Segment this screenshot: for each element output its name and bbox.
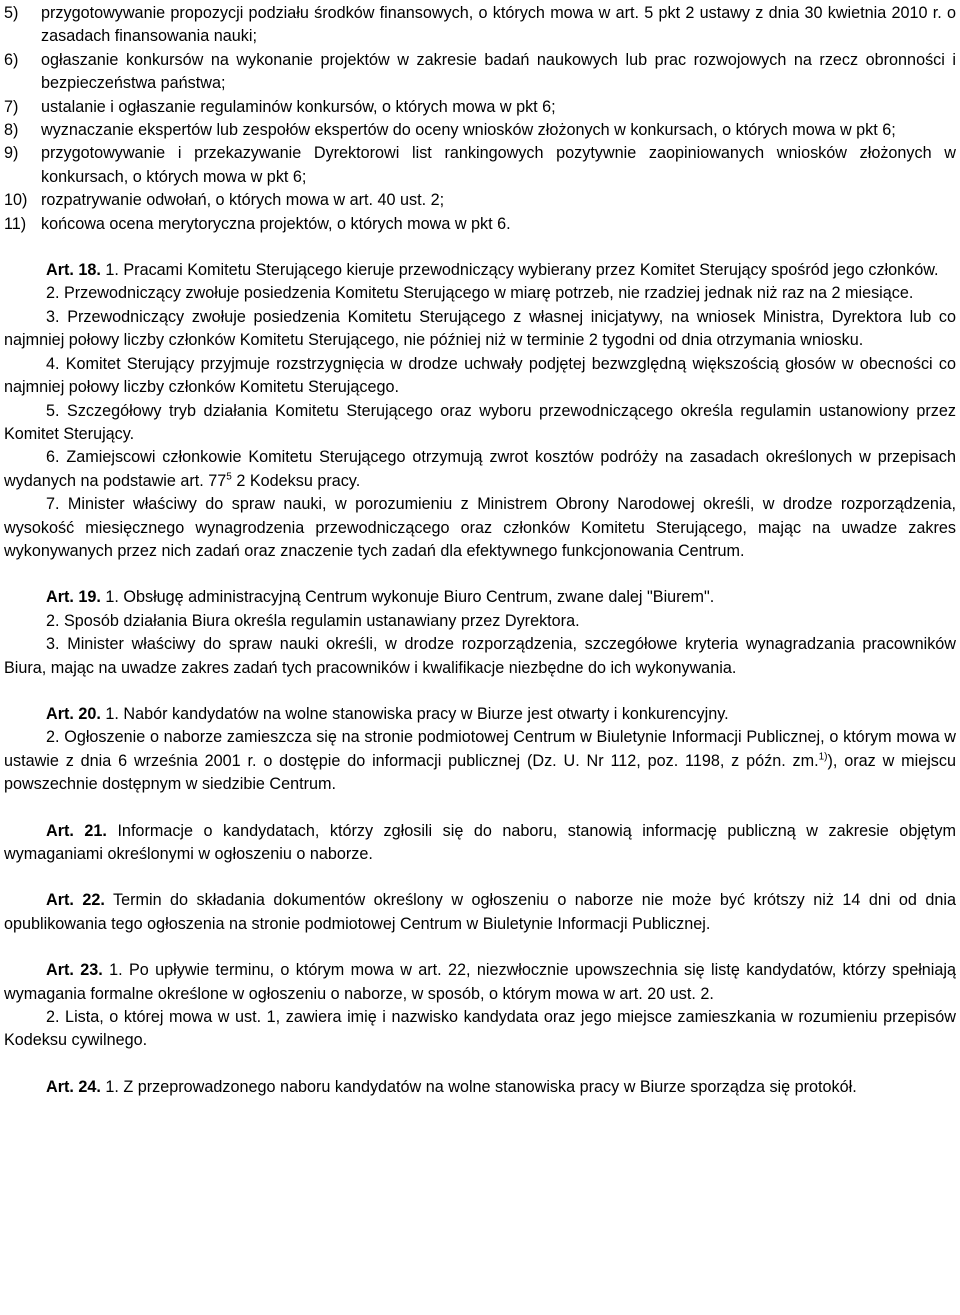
article-paragraph — [4, 586, 956, 609]
article-label: Art. 21. — [46, 821, 107, 840]
list-item-text: ogłaszanie konkursów na wykonanie projektów w zakresie badań naukowych lub prac rozwojowych na rzecz obronności i bezpieczeństwa państwa; — [41, 50, 956, 93]
list-item — [4, 142, 956, 189]
article-label: Art. 22. — [46, 891, 105, 910]
article-label: Art. 23. — [46, 961, 103, 980]
list-item — [4, 213, 956, 236]
article-paragraph: 2. Przewodniczący zwołuje posiedzenia Komitetu Sterującego w miarę potrzeb, nie rzadziej jednak niż raz na 2 miesiące. — [46, 284, 914, 303]
article-label: Art. 24. — [46, 1077, 101, 1096]
article-21 — [4, 820, 956, 867]
article-paragraph: 3. Minister właściwy do spraw nauki określi, w drodze rozporządzenia, szczegółowe kryteria wynagradzania pracowników Biura, mając na uwadze zakres zadań tych pracowników i kwalifikacje niezbędne do ich wykonywania. — [4, 635, 956, 677]
article-paragraph — [4, 889, 956, 936]
article-paragraph: 3. Przewodniczący zwołuje posiedzenia Komitetu Sterującego z własnej inicjatywy, na wniosek Ministra, Dyrektora lub co najmniej połowy liczby członków Komitetu Sterującego, nie później niż w terminie 2 tygodni od dnia otrzymania wniosku. — [4, 307, 956, 350]
article-paragraph — [4, 703, 956, 726]
article-23 — [4, 959, 956, 1053]
list-item-text: ustalanie i ogłaszanie regulaminów konkursów, o których mowa w pkt 6; — [41, 97, 556, 116]
footnote-marker: 1) — [818, 751, 828, 763]
article-paragraph — [4, 820, 956, 867]
article-paragraph: 7. Minister właściwy do spraw nauki, w porozumieniu z Ministrem Obrony Narodowej określi, w drodze rozporządzenia, wysokość miesięcznego wynagrodzenia przewodniczącego oraz członków Komitetu Sterującego, mając na uwadze zakres wykonywanych przez nich zadań oraz znaczenie tych zadań dla efektywnego funkcjonowania Centrum. — [4, 495, 956, 560]
list-item-number: 10) — [4, 191, 28, 210]
list-item — [4, 49, 956, 96]
paragraph-text: 1. Po upływie terminu, o którym mowa w art. 22, niezwłocznie upowszechnia się listę kandydatów, którzy spełniają wymagania formalne określone w ogłoszeniu o naborze, w sposób, o którym mowa w art. 20 ust. 2. — [4, 961, 956, 1003]
article-paragraph — [4, 726, 956, 796]
list-item — [4, 2, 956, 49]
paragraph-text: 1. Pracami Komitetu Sterującego kieruje przewodniczący wybierany przez Komitet Sterujący spośród jego członków. — [105, 261, 939, 280]
list-item-number: 7) — [4, 97, 19, 116]
paragraph-text: 2 Kodeksu pracy. — [231, 471, 361, 490]
article-paragraph — [4, 259, 956, 282]
list-item — [4, 119, 956, 142]
paragraph-text: 6. Zamiejscowi członkowie Komitetu Sterującego otrzymują zwrot kosztów podróży na zasadach określonych w przepisach wydanych na podstawie art. 77 — [4, 448, 956, 490]
article-paragraph — [4, 1076, 956, 1099]
article-24 — [4, 1076, 956, 1099]
paragraph-text: 1. Obsługę administracyjną Centrum wykonuje Biuro Centrum, zwane dalej "Biurem". — [105, 588, 715, 607]
article-19 — [4, 586, 956, 680]
list-item-number: 9) — [4, 144, 19, 163]
article-22 — [4, 889, 956, 936]
list-item-number: 6) — [4, 50, 19, 69]
list-item-text: rozpatrywanie odwołań, o których mowa w art. 40 ust. 2; — [41, 191, 445, 210]
article-paragraph — [4, 446, 956, 493]
article-label: Art. 19. — [46, 588, 101, 607]
article-20 — [4, 703, 956, 797]
paragraph-text: 1. Nabór kandydatów na wolne stanowiska pracy w Biurze jest otwarty i konkurencyjny. — [105, 704, 729, 723]
paragraph-text: 2. Ogłoszenie o naborze zamieszcza się na stronie podmiotowej Centrum w Biuletynie Informacji Publicznej, o którym mowa w ustawie z dnia 6 września 2001 r. o dostępie do informacji publicznej (Dz. U. Nr 112, poz. 1198, z późn. zm. — [4, 728, 956, 770]
task-list — [4, 2, 956, 236]
list-item — [4, 96, 956, 119]
article-paragraph — [4, 959, 956, 1006]
paragraph-text: Informacje o kandydatach, którzy zgłosili się do naboru, stanowią informację publiczną w zakresie objętym wymaganiami określonymi w ogłoszeniu o naborze. — [4, 821, 956, 863]
list-item-number: 8) — [4, 121, 19, 140]
list-item-number: 5) — [4, 4, 19, 22]
list-item-text: końcowa ocena merytoryczna projektów, o których mowa w pkt 6. — [41, 214, 511, 233]
article-label: Art. 20. — [46, 704, 101, 723]
article-paragraph: 2. Sposób działania Biura określa regulamin ustanawiany przez Dyrektora. — [46, 611, 580, 630]
superscript: 5 — [226, 471, 232, 483]
list-item-text: przygotowywanie i przekazywanie Dyrektorowi list rankingowych pozytywnie zaopiniowanych wniosków złożonych w konkursach, o których mowa w pkt 6; — [41, 144, 956, 186]
article-18 — [4, 259, 956, 563]
list-item-text: wyznaczanie ekspertów lub zespołów ekspertów do oceny wniosków złożonych w konkursach, o których mowa w pkt 6; — [41, 121, 896, 140]
article-paragraph: 4. Komitet Sterujący przyjmuje rozstrzygnięcia w drodze uchwały podjętej bezwzględną większością głosów w obecności co najmniej połowy liczby członków Komitetu Sterującego. — [4, 354, 956, 397]
article-paragraph: 5. Szczegółowy tryb działania Komitetu Sterującego oraz wyboru przewodniczącego określa regulamin ustanowiony przez Komitet Sterujący. — [4, 401, 956, 443]
list-item — [4, 189, 956, 212]
paragraph-text: ), oraz w miejscu powszechnie dostępnym w siedzibie Centrum. — [4, 751, 956, 794]
list-item-number: 11) — [4, 214, 27, 233]
list-item-text: przygotowywanie propozycji podziału środków finansowych, o których mowa w art. 5 pkt 2 ustawy z dnia 30 kwietnia 2010 r. o zasadach finansowania nauki; — [41, 4, 956, 46]
article-label: Art. 18. — [46, 261, 101, 280]
paragraph-text: Termin do składania dokumentów określony w ogłoszeniu o naborze nie może być krótszy niż 14 dni od dnia opublikowania tego ogłoszenia na stronie podmiotowej Centrum w Biuletynie Informacji Publicznej. — [4, 891, 956, 933]
paragraph-text: 1. Z przeprowadzonego naboru kandydatów na wolne stanowiska pracy w Biurze sporządza się protokół. — [105, 1077, 857, 1096]
article-paragraph: 2. Lista, o której mowa w ust. 1, zawiera imię i nazwisko kandydata oraz jego miejsce zamieszkania w rozumieniu przepisów Kodeksu cywilnego. — [4, 1008, 956, 1050]
